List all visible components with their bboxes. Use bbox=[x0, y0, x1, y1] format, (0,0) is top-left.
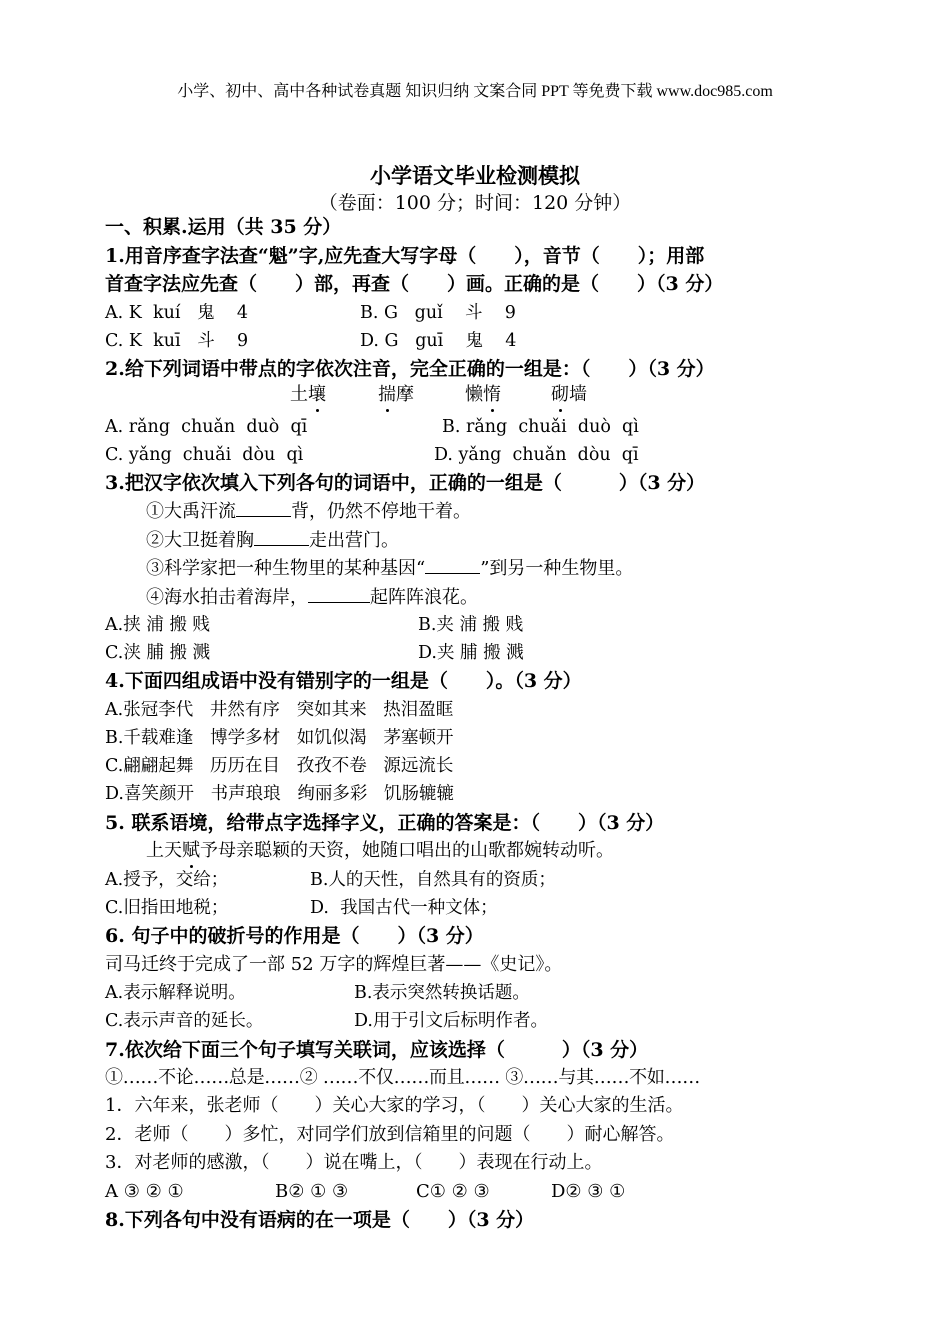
question-2-option-b: B. rǎng chuǎi duò qì bbox=[442, 417, 639, 437]
question-7-option-d: D② ③ ① bbox=[551, 1181, 626, 1202]
question-5-sentence: 上天赋予母亲聪颖的天资，她随口唱出的山歌都婉转动听。 bbox=[146, 840, 614, 861]
dotted-char: 赋 bbox=[182, 840, 200, 861]
question-7-option-a: A ③ ② ① bbox=[105, 1181, 184, 1202]
question-3-option-b: B.夹 浦 搬 贱 bbox=[418, 615, 524, 635]
question-7-option-c: C① ② ③ bbox=[416, 1181, 490, 1202]
section-heading: 一、积累.运用（共 35 分） bbox=[105, 216, 342, 238]
question-1-line-1: 1.用音序查字法查“魁”字,应先查大写字母（ ），音节（ ）；用部 bbox=[105, 245, 705, 267]
question-3-sentence-3: ③科学家把一种生物里的某种基因“ ”到另一种生物里。 bbox=[146, 558, 634, 579]
question-3-sentence-2: ②大卫挺着胸 走出营门。 bbox=[146, 530, 399, 551]
fill-blank bbox=[236, 500, 291, 517]
question-3-option-d: D.夹 脯 搬 溅 bbox=[418, 643, 524, 663]
question-7-sentence-3: 3．对老师的感激，（ ）说在嘴上，（ ）表现在行动上。 bbox=[105, 1152, 603, 1173]
exam-title: 小学语文毕业检测模拟 bbox=[370, 163, 580, 188]
question-5-option-a: A.授予，交给； bbox=[105, 870, 229, 890]
question-5-option-c: C.旧指田地税； bbox=[105, 898, 229, 918]
question-5-option-b: B.人的天性，自然具有的资质； bbox=[310, 870, 556, 890]
fill-blank bbox=[308, 586, 370, 603]
dotted-char: 壤 bbox=[308, 384, 326, 405]
question-7-option-b: B② ① ③ bbox=[275, 1181, 349, 1202]
question-1-option-a: A. K kuí 鬼 4 bbox=[105, 303, 249, 323]
question-2-word-4: 砌墙 bbox=[551, 384, 587, 405]
dotted-char: 砌 bbox=[551, 384, 569, 405]
question-1-option-b: B. G guǐ 斗 9 bbox=[360, 303, 516, 323]
question-4-option-c: C.翩翩起舞 历历在目 孜孜不卷 源远流长 bbox=[105, 756, 454, 776]
fill-blank bbox=[425, 557, 480, 574]
question-7-sentence-1: 1．六年来，张老师（ ）关心大家的学习，（ ）关心大家的生活。 bbox=[105, 1095, 684, 1116]
question-1-option-c: C. K kuī 斗 9 bbox=[105, 331, 249, 351]
question-6-option-a: A.表示解释说明。 bbox=[105, 983, 246, 1003]
dotted-char: 惰 bbox=[483, 384, 501, 405]
question-4-option-d: D.喜笑颜开 书声琅琅 绚丽多彩 饥肠辘辘 bbox=[105, 784, 455, 804]
question-8-line-1: 8.下列各句中没有语病的在一项是（ ）（3 分） bbox=[105, 1209, 535, 1231]
question-2-option-d: D. yǎng chuǎn dòu qī bbox=[434, 445, 639, 465]
question-4-line-1: 4.下面四组成语中没有错别字的一组是（ ）。（3 分） bbox=[105, 670, 582, 692]
question-2-word-2: 揣摩 bbox=[378, 384, 414, 405]
question-1-line-2: 首查字法应先查（ ）部，再查（ ）画。正确的是（ ）（3 分） bbox=[105, 273, 724, 295]
question-6-option-b: B.表示突然转换话题。 bbox=[354, 983, 530, 1003]
dotted-char: 揣 bbox=[378, 384, 396, 405]
question-3-line-1: 3.把汉字依次填入下列各句的词语中，正确的一组是（ ）（3 分） bbox=[105, 472, 706, 494]
question-2-option-c: C. yǎng chuǎi dòu qì bbox=[105, 445, 304, 465]
question-2-word-1: 土壤 bbox=[290, 384, 326, 405]
question-3-sentence-4: ④海水拍击着海岸， 起阵阵浪花。 bbox=[146, 587, 478, 608]
question-3-option-a: A.挟 浦 搬 贱 bbox=[105, 615, 210, 635]
question-5-option-d: D. 我国古代一种文体； bbox=[310, 898, 498, 918]
question-2-word-3: 懒惰 bbox=[465, 384, 501, 405]
question-7-sentence-2: 2．老师（ ）多忙，对同学们放到信箱里的问题（ ）耐心解答。 bbox=[105, 1124, 675, 1145]
page-header: 小学、初中、高中各种试卷真题 知识归纳 文案合同 PPT 等免费下载 www.doc985.com bbox=[177, 83, 773, 100]
question-3-option-c: C.浃 脯 搬 溅 bbox=[105, 643, 211, 663]
fill-blank bbox=[254, 529, 309, 546]
question-4-option-b: B.千载难逢 博学多材 如饥似渴 茅塞顿开 bbox=[105, 728, 454, 748]
question-4-option-a: A.张冠李代 井然有序 突如其来 热泪盈眶 bbox=[105, 700, 454, 720]
exam-subtitle: （卷面：100 分；时间：120 分钟） bbox=[318, 192, 632, 214]
question-6-sentence: 司马迁终于完成了一部 52 万字的辉煌巨著——《史记》。 bbox=[105, 954, 563, 975]
question-6-line-1: 6. 句子中的破折号的作用是（ ）（3 分） bbox=[105, 925, 484, 947]
question-2-line-1: 2.给下列词语中带点的字依次注音，完全正确的一组是：（ ）（3 分） bbox=[105, 358, 715, 380]
question-2-option-a: A. rǎng chuǎn duò qī bbox=[105, 417, 308, 437]
question-6-option-c: C.表示声音的延长。 bbox=[105, 1011, 264, 1031]
question-1-option-d: D. G guī 鬼 4 bbox=[360, 331, 517, 351]
question-7-choices: ①……不论……总是……② ……不仅……而且…… ③……与其……不如…… bbox=[105, 1067, 700, 1088]
question-5-line-1: 5. 联系语境，给带点字选择字义，正确的答案是：（ ）（3 分） bbox=[105, 812, 665, 834]
question-3-sentence-1: ①大禹汗流 背，仍然不停地干着。 bbox=[146, 501, 471, 522]
question-7-line-1: 7.依次给下面三个句子填写关联词，应该选择（ ）（3 分） bbox=[105, 1039, 649, 1061]
question-6-option-d: D.用于引文后标明作者。 bbox=[354, 1011, 548, 1031]
